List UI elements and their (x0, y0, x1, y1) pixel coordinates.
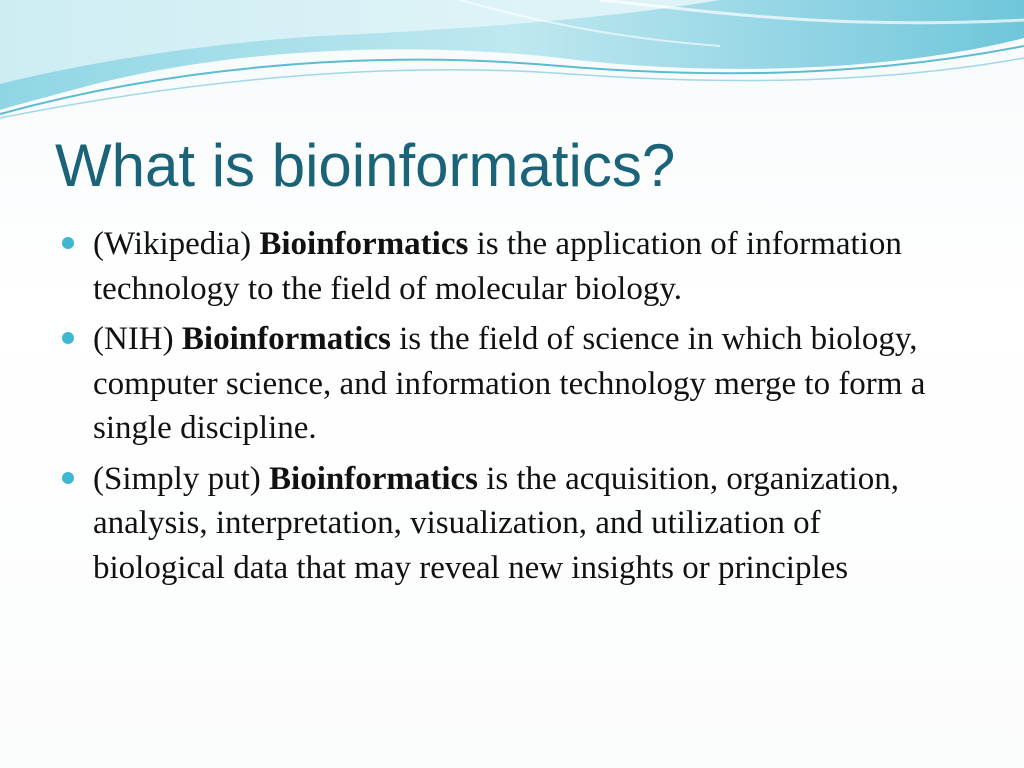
bullet-text (93, 226, 902, 307)
bullet-definition: is the application of information technology to the field of molecular biology. (93, 226, 902, 307)
decorative-wave-header (0, 0, 1024, 130)
bullet-item-simply-put (60, 457, 960, 591)
bullet-icon (62, 237, 74, 249)
bullet-item-wikipedia (60, 222, 960, 311)
bullet-text (93, 321, 925, 446)
bullet-definition: is the field of science in which biology, computer science, and information technology merge to form a single discipline. (93, 321, 926, 446)
bullet-term: Bioinformatics (181, 321, 391, 357)
bullet-icon (62, 472, 74, 484)
bullet-text (93, 461, 899, 586)
bullet-icon (62, 332, 74, 344)
bullet-term: Bioinformatics (269, 460, 478, 497)
bullet-source: (Simply put) (93, 460, 270, 497)
bullet-source: (NIH) (93, 321, 182, 357)
slide-title: What is bioinformatics? (55, 132, 676, 199)
bullet-definition: is the acquisition, organization, analysis, interpretation, visualization, and utilization of biological data that may reveal new insights or principles (93, 460, 899, 586)
bullet-list (60, 222, 960, 596)
bullet-source: (Wikipedia) (93, 226, 260, 262)
bullet-item-nih (60, 317, 960, 451)
bullet-term: Bioinformatics (259, 226, 469, 262)
